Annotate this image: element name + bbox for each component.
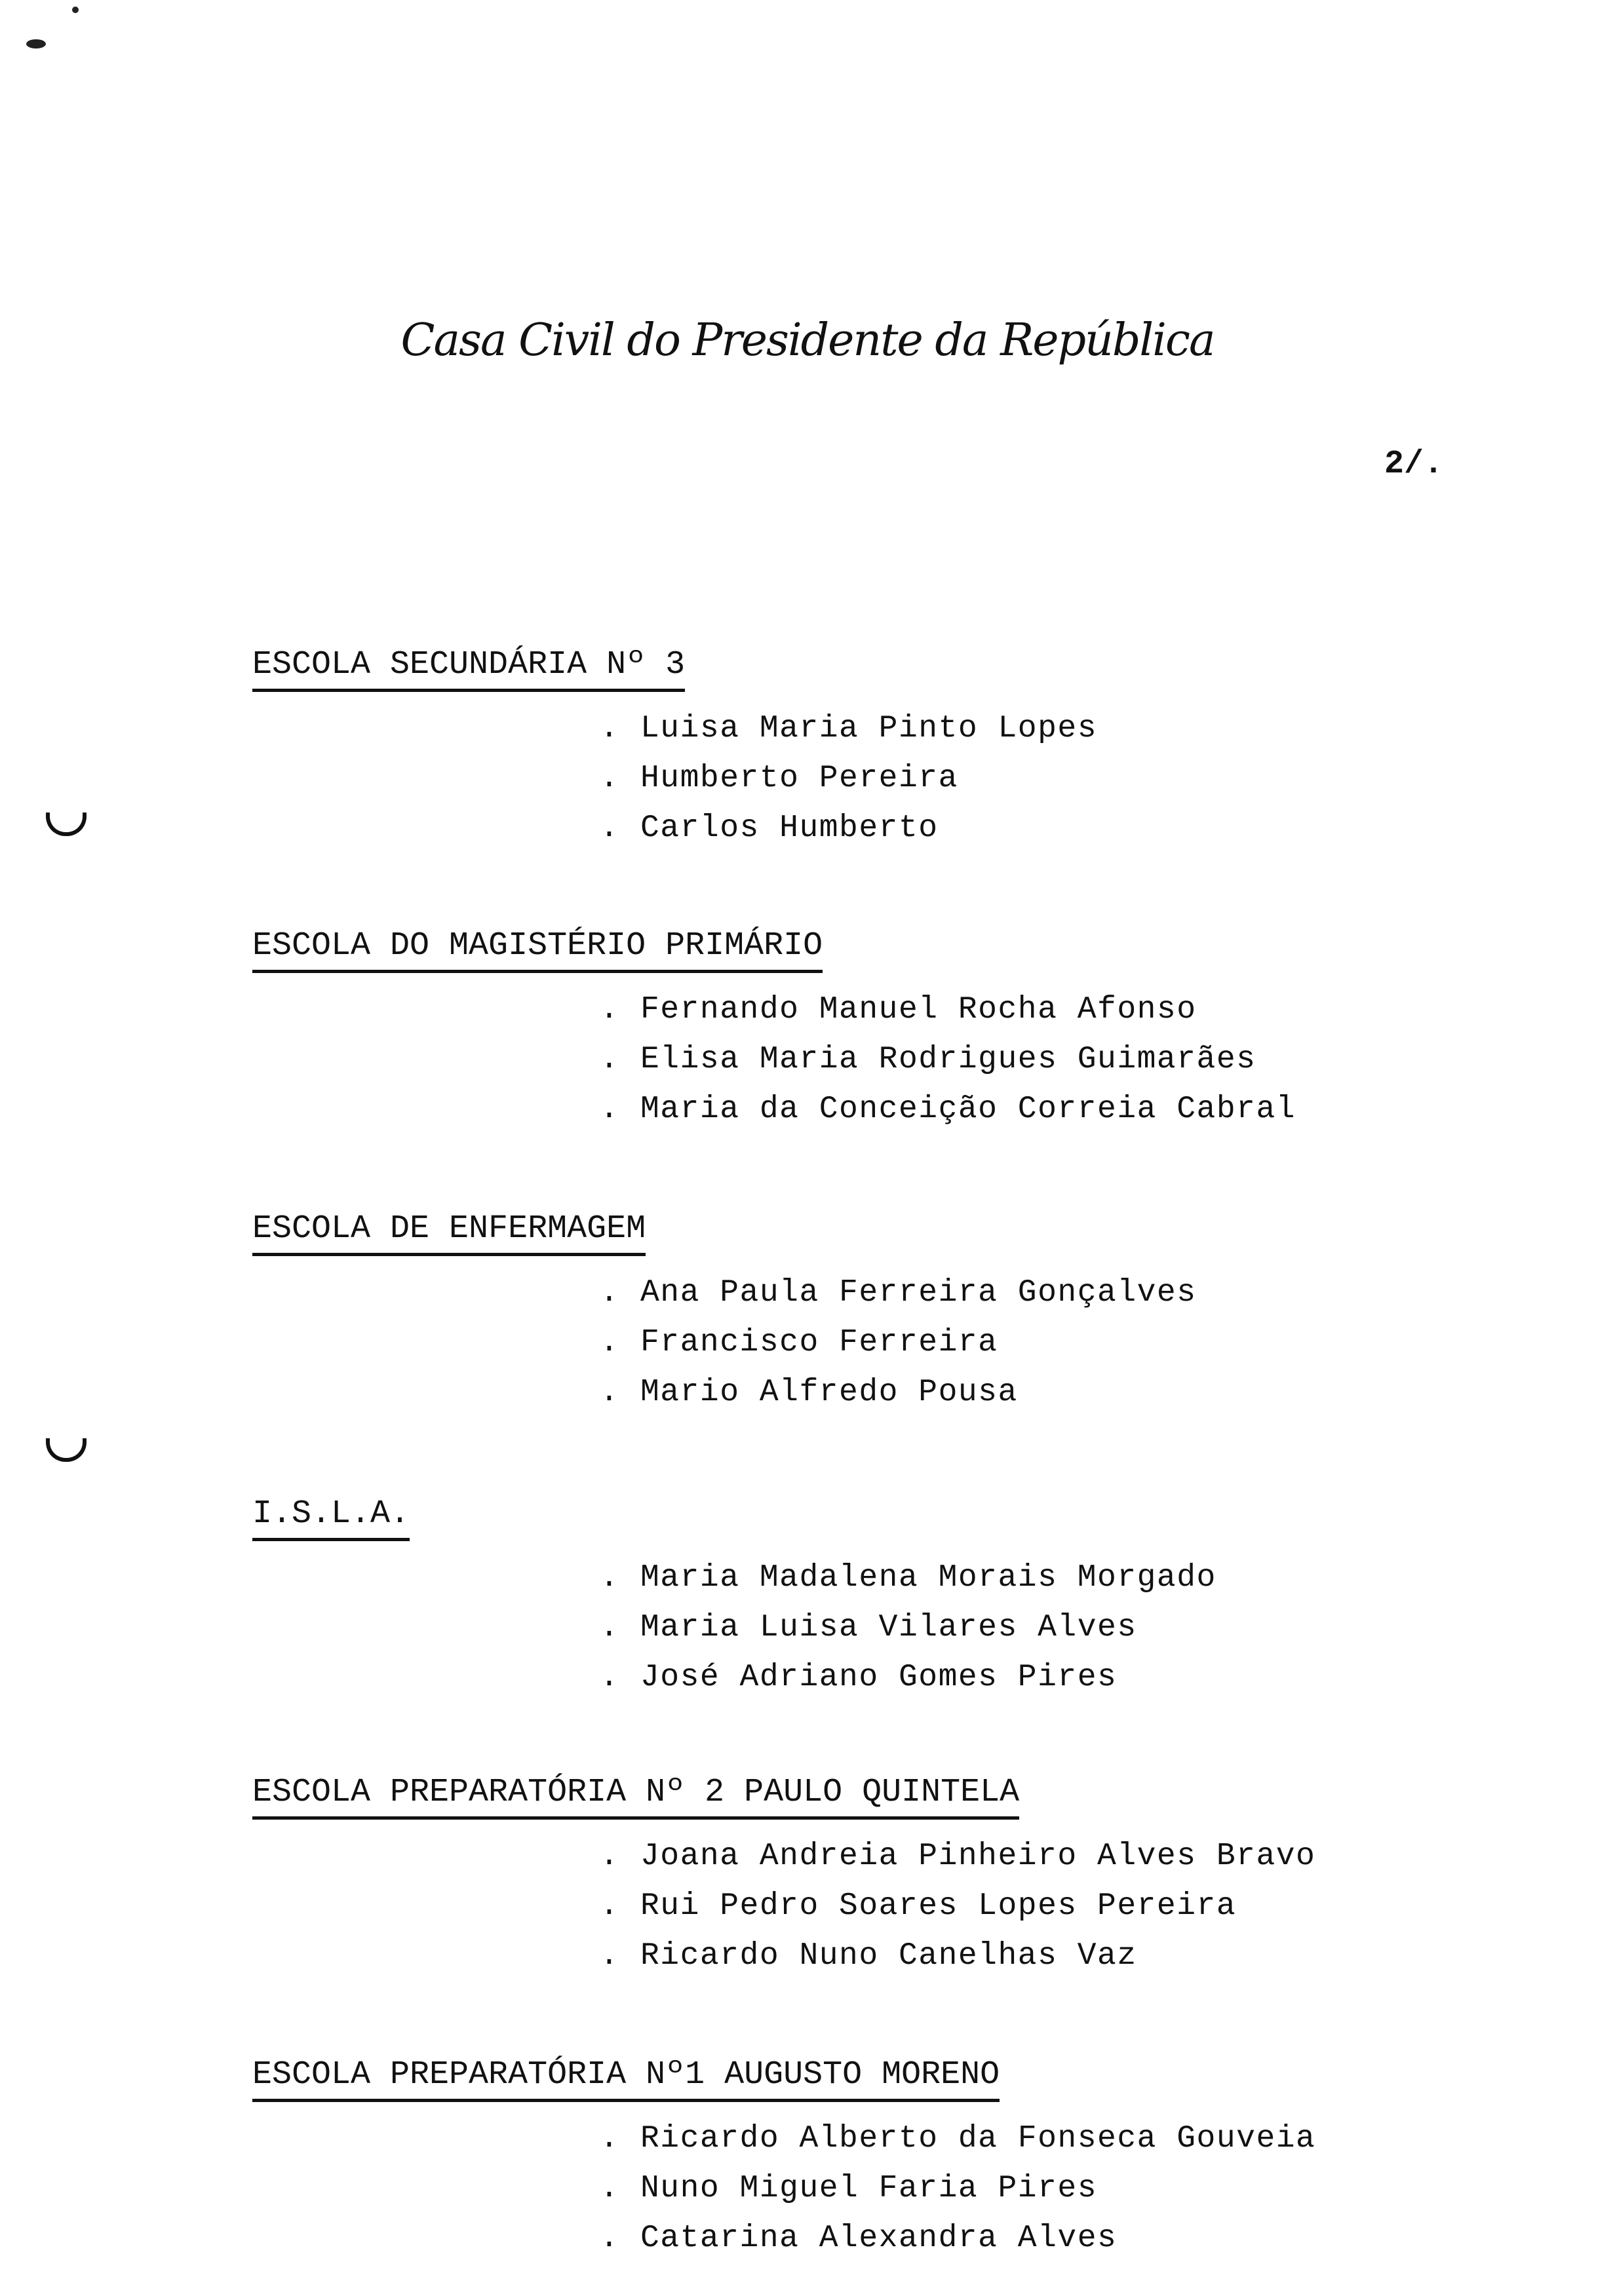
school-section (252, 645, 1498, 853)
school-heading: ESCOLA SECUNDÁRIA Nº 3 (252, 645, 685, 692)
letterhead: Casa Civil do Presidente da República (400, 315, 1215, 366)
school-section (252, 2056, 1498, 2263)
school-section (252, 1210, 1498, 1417)
student-name: Ana Paula Ferreira Gonçalves (640, 1275, 1197, 1311)
student-name-item (600, 1035, 1498, 1084)
bullet: . (600, 1610, 620, 1645)
bullet: . (600, 1938, 620, 1974)
student-name: Maria da Conceição Correia Cabral (640, 1092, 1296, 1127)
bullet: . (600, 811, 620, 846)
student-name: Rui Pedro Soares Lopes Pereira (640, 1888, 1237, 1924)
student-name: Catarina Alexandra Alves (640, 2221, 1118, 2256)
page-number: 2/. (1384, 446, 1444, 483)
student-name-item (600, 1653, 1498, 1702)
student-list (600, 2114, 1498, 2263)
bullet: . (600, 711, 620, 746)
punch-hole-mark (46, 1438, 87, 1462)
student-name-item (600, 704, 1498, 754)
scan-speck (26, 39, 46, 48)
student-name-item (600, 1931, 1498, 1981)
school-heading: ESCOLA PREPARATÓRIA Nº1 AUGUSTO MORENO (252, 2056, 1000, 2102)
student-name: Luisa Maria Pinto Lopes (640, 711, 1098, 746)
bullet: . (600, 1839, 620, 1874)
student-name-item (600, 1318, 1498, 1368)
bullet: . (600, 761, 620, 796)
student-name: Maria Madalena Morais Morgado (640, 1560, 1216, 1596)
school-section (252, 1773, 1498, 1981)
student-name-item (600, 803, 1498, 853)
bullet: . (600, 1092, 620, 1127)
student-name-item (600, 2114, 1498, 2164)
student-name: Nuno Miguel Faria Pires (640, 2171, 1098, 2206)
student-name-item (600, 1368, 1498, 1417)
student-name-item (600, 1553, 1498, 1603)
student-name: Carlos Humberto (640, 811, 939, 846)
student-name-item (600, 1603, 1498, 1653)
school-section (252, 927, 1498, 1134)
student-list (600, 1553, 1498, 1702)
student-name: Ricardo Alberto da Fonseca Gouveia (640, 2121, 1316, 2156)
student-name-item (600, 1831, 1498, 1881)
student-name-item (600, 1084, 1498, 1134)
school-heading: ESCOLA PREPARATÓRIA Nº 2 PAULO QUINTELA (252, 1773, 1019, 1820)
student-list (600, 704, 1498, 853)
bullet: . (600, 1275, 620, 1311)
student-name: José Adriano Gomes Pires (640, 1660, 1118, 1695)
scan-speck (72, 7, 79, 13)
bullet: . (600, 2121, 620, 2156)
student-name: Joana Andreia Pinheiro Alves Bravo (640, 1839, 1316, 1874)
bullet: . (600, 1888, 620, 1924)
school-heading: I.S.L.A. (252, 1495, 410, 1541)
student-name-item (600, 1268, 1498, 1318)
bullet: . (600, 1560, 620, 1596)
student-name-item (600, 2213, 1498, 2263)
student-name: Ricardo Nuno Canelhas Vaz (640, 1938, 1137, 1974)
student-name: Maria Luisa Vilares Alves (640, 1610, 1137, 1645)
student-name: Humberto Pereira (640, 761, 958, 796)
student-list (600, 1831, 1498, 1981)
student-name: Elisa Maria Rodrigues Guimarães (640, 1042, 1256, 1077)
school-heading: ESCOLA DE ENFERMAGEM (252, 1210, 646, 1256)
student-name-item (600, 754, 1498, 803)
punch-hole-mark (46, 813, 87, 836)
student-name-item (600, 1881, 1498, 1931)
bullet: . (600, 1660, 620, 1695)
bullet: . (600, 1375, 620, 1410)
student-name: Mario Alfredo Pousa (640, 1375, 1018, 1410)
student-list (600, 1268, 1498, 1417)
bullet: . (600, 1042, 620, 1077)
student-name: Francisco Ferreira (640, 1325, 998, 1360)
bullet: . (600, 2221, 620, 2256)
student-name: Fernando Manuel Rocha Afonso (640, 992, 1197, 1027)
school-heading: ESCOLA DO MAGISTÉRIO PRIMÁRIO (252, 927, 823, 973)
bullet: . (600, 1325, 620, 1360)
student-name-item (600, 985, 1498, 1035)
student-name-item (600, 2164, 1498, 2213)
student-list (600, 985, 1498, 1134)
bullet: . (600, 992, 620, 1027)
bullet: . (600, 2171, 620, 2206)
school-section (252, 1495, 1498, 1702)
